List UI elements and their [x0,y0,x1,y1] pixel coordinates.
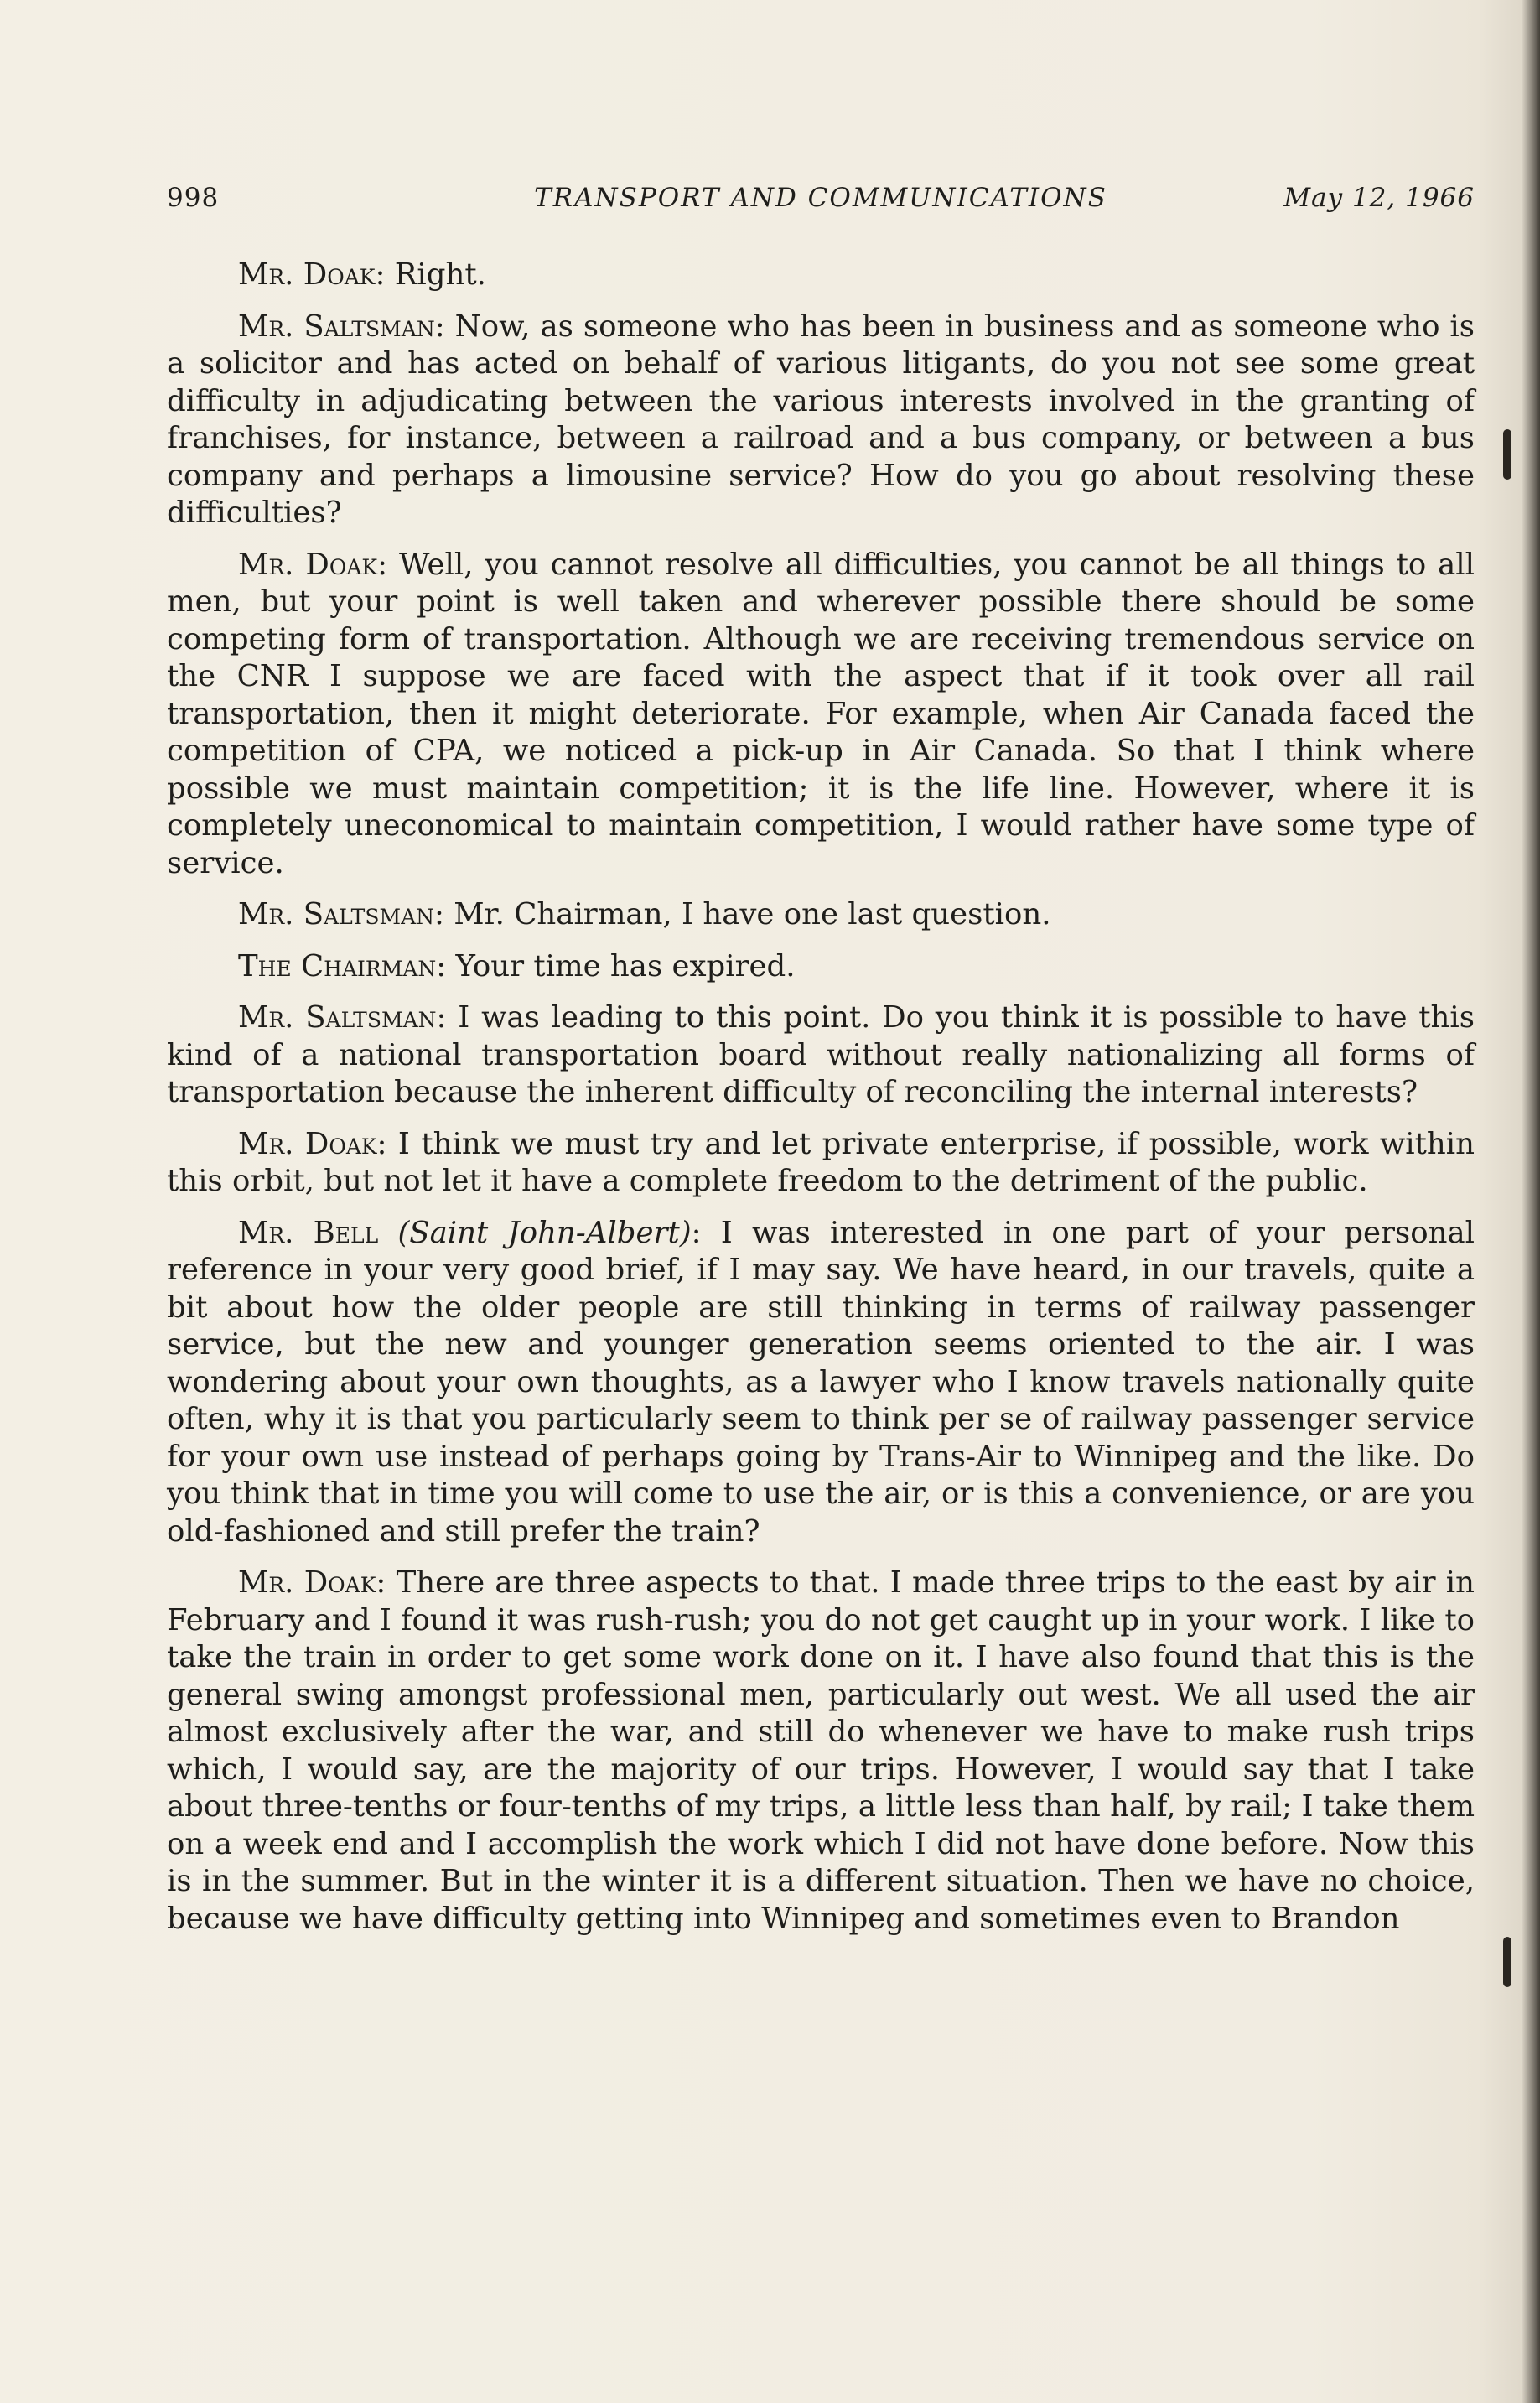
speech-paragraph: Mr. Bell (Saint John-Albert): I was interested in one part of your personal reference in your very good brief, if I may say. We have heard, in our travels, quite a bit about how the older people are still thinking in terms of railway passenger service, but the new and younger generation seems oriented to the air. I was wondering about your own thoughts, as a lawyer who I know travels nationally quite often, why it is that you particularly seem to think per se of railway passenger service for your own use instead of perhaps going by Trans-Air to Winnipeg and the like. Do you think that in time you will come to use the air, or is this a convenience, or are you old-fashioned and still prefer the train? [167,1215,1475,1549]
speech-text: I was interested in one part of your personal reference in your very good brief, if I may say. We have heard, in our travels, quite a bit about how the older people are still thinking in terms of railway passenger service, but the new and younger generation seems oriented to the air. I was wondering about your own thoughts, as a lawyer who I know travels nationally quite often, why it is that you particularly seem to think per se of railway passenger service for your own use instead of perhaps going by Trans-Air to Winnipeg and the like. Do you think that in time you will come to use the air, or is this a convenience, or are you old-fashioned and still prefer the train? [167,1215,1475,1549]
speaker-name: Mr. Saltsman [238,309,435,344]
page-edge-mark [1503,429,1511,480]
speech-text: Well, you cannot resolve all difficulties, you cannot be all things to all men, but your point is well taken and wherever possible there should be some competing form of transportation. Although we are receiving tremendous service on the CNR I suppose we are faced with the aspect that if it took over all rail transportation, then it might deteriorate. For example, when Air Canada faced the competition of CPA, we noticed a pick-up in Air Canada. So that I think where possible we must maintain competition; it is the life line. However, where it is completely uneconomical to maintain competition, I would rather have some type of service. [167,547,1475,880]
page-edge-mark [1503,1937,1511,1987]
speech-text: I was leading to this point. Do you think it is possible to have this kind of a national transportation board without really nationalizing all forms of transportation because the inherent difficulty of reconciling the internal interests? [167,1000,1475,1109]
speech-paragraph: The Chairman: Your time has expired. [238,948,796,984]
publication-title: TRANSPORT AND COMMUNICATIONS [534,183,1107,213]
speaker-name: Mr. Doak [238,1126,377,1161]
speaker-name: The Chairman [238,948,437,984]
speech-text: Right. [394,257,486,292]
running-header [167,183,1475,220]
speaker-riding: (Saint John-Albert) [397,1215,692,1250]
speaker-name: Mr. Doak [238,1565,376,1600]
speech-text: There are three aspects to that. I made three trips to the east by air in February and I found it was rush-rush; you do not get caught up in your work. I like to take the train in order to get some work done on it. I have also found that this is the general swing amongst professional men, particularly out west. We all used the air almost exclusively after the war, and still do whenever we have to make rush trips which, I would say, are the majority of our trips. However, I would say that I take about three-tenths or four-tenths of my trips, a little less than half, by rail; I take them on a week end and I accomplish the work which I did not have done before. Now this is in the summer. But in the winter it is a different situation. Then we have no choice, because we have difficulty getting into Winnipeg and sometimes even to Brandon [167,1565,1475,1936]
speaker-name: Mr. Saltsman [238,897,435,932]
speech-paragraph: Mr. Saltsman: Now, as someone who has been in business and as someone who is a solicitor and has acted on behalf of various litigants, do you not see some great difficulty in adjudicating between the various interests involved in the granting of franchises, for instance, between a railroad and a bus company, or between a bus company and perhaps a limousine service? How do you go about resolving these difficulties? [167,309,1475,530]
speaker-name: Mr. Doak [238,257,376,292]
speaker-name: Mr. Doak [238,547,378,582]
page-number: 998 [167,183,220,213]
speech-text: Mr. Chairman, I have one last question. [454,897,1051,932]
speech-paragraph: Mr. Doak: There are three aspects to that. I made three trips to the east by air in February and I found it was rush-rush; you do not get caught up in your work. I like to take the train in order to get some work done on it. I have also found that this is the general swing amongst professional men, particularly out west. We all used the air almost exclusively after the war, and still do whenever we have to make rush trips which, I would say, are the majority of our trips. However, I would say that I take about three-tenths or four-tenths of my trips, a little less than half, by rail; I take them on a week end and I accomplish the work which I did not have done before. Now this is in the summer. But in the winter it is a different situation. Then we have no choice, because we have difficulty getting into Winnipeg and sometimes even to Brandon [167,1565,1475,1936]
speech-paragraph: Mr. Saltsman: I was leading to this point. Do you think it is possible to have this kind of a national transportation board without really nationalizing all forms of transportation because the inherent difficulty of reconciling the internal interests? [167,1000,1475,1109]
speech-paragraph: Mr. Doak: I think we must try and let private enterprise, if possible, work within this orbit, but not let it have a complete freedom to the detriment of the public. [167,1126,1475,1198]
speech-paragraph: Mr. Doak: Well, you cannot resolve all difficulties, you cannot be all things to all men, but your point is well taken and wherever possible there should be some competing form of transportation. Although we are receiving tremendous service on the CNR I suppose we are faced with the aspect that if it took over all rail transportation, then it might deteriorate. For example, when Air Canada faced the competition of CPA, we noticed a pick-up in Air Canada. So that I think where possible we must maintain competition; it is the life line. However, where it is completely uneconomical to maintain competition, I would rather have some type of service. [167,547,1475,880]
speech-text: Your time has expired. [455,948,796,984]
header-date: May 12, 1966 [1283,183,1475,213]
speech-text: I think we must try and let private enterprise, if possible, work within this orbit, but not let it have a complete freedom to the detriment of the public. [167,1126,1475,1198]
transcript-body [167,257,1475,1952]
speaker-name: Mr. Saltsman [238,1000,437,1035]
speech-text: Now, as someone who has been in business and as someone who is a solicitor and has acted on behalf of various litigants, do you not see some great difficulty in adjudicating between the various interests involved in the granting of franchises, for instance, between a railroad and a bus company, or between a bus company and perhaps a limousine service? How do you go about resolving these difficulties? [167,309,1475,530]
page-edge-shadow [1522,0,1540,2403]
speaker-name: Mr. Bell [238,1215,379,1250]
speech-paragraph: Mr. Doak: Right. [238,257,486,292]
speech-paragraph: Mr. Saltsman: Mr. Chairman, I have one last question. [238,897,1051,932]
